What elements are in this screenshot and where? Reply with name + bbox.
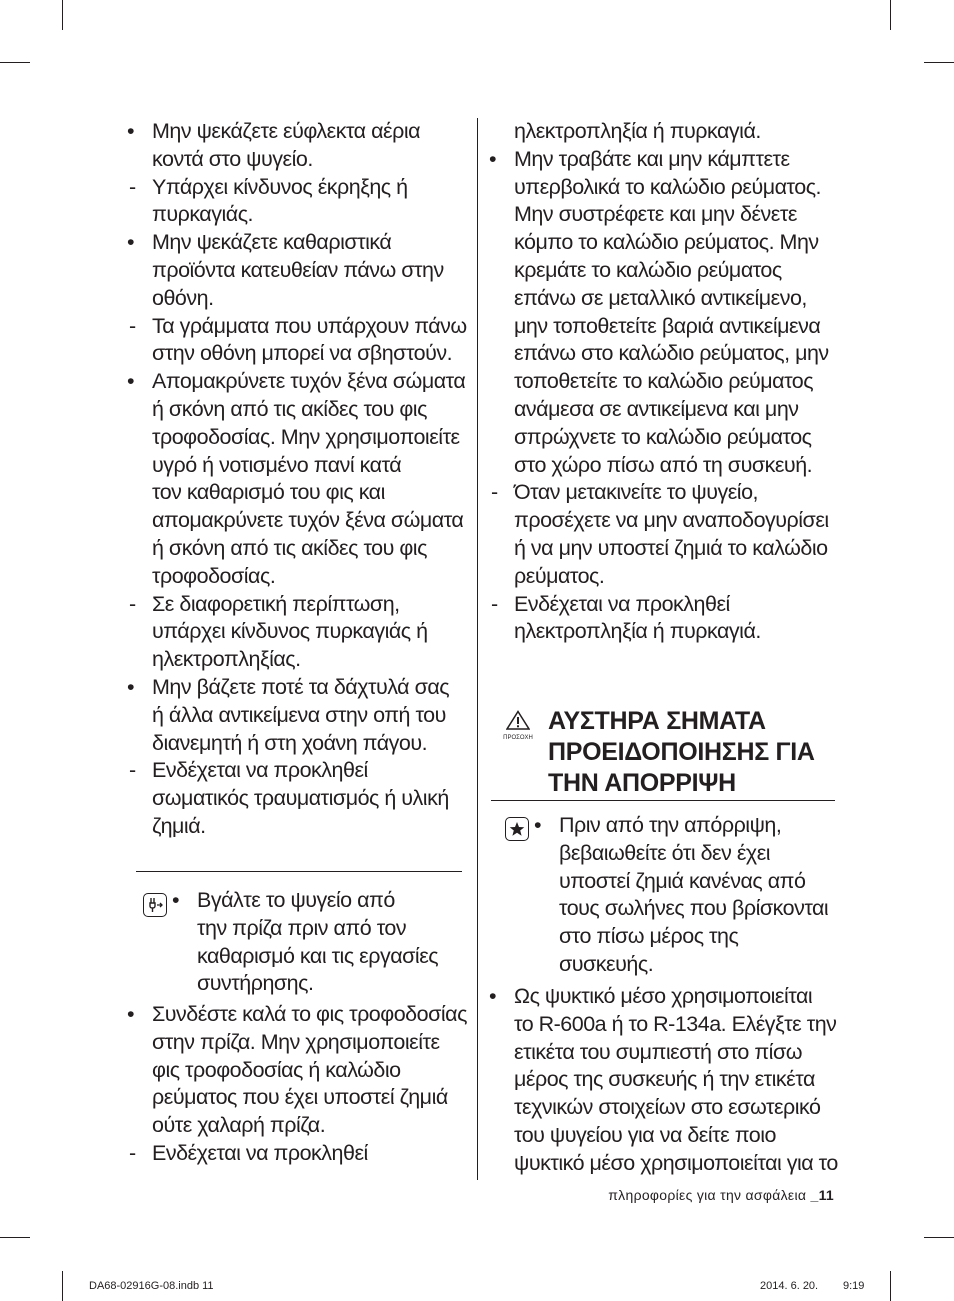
disposal-note (534, 812, 839, 979)
bullet-mark: • (489, 146, 497, 171)
text-line: υπάρχει κίνδυνος πυρκαγιάς ή (152, 619, 428, 644)
heading-line: ΑΥΣΤΗΡΑ ΣΗΜΑΤΑ (548, 707, 766, 735)
dash-mark: - (129, 174, 136, 199)
text-line: στην πρίζα. Μην χρησιμοποιείτε (152, 1029, 440, 1054)
crop-mark (62, 1271, 63, 1301)
bullet-item (127, 368, 472, 590)
bullet-mark: • (127, 1002, 135, 1026)
dash-mark: - (491, 480, 498, 505)
left-divider (136, 871, 462, 872)
text-line: το R-600a ή το R-134a. Ελέγξτε την (514, 1011, 837, 1036)
print-time: 9:19 (843, 1280, 865, 1292)
text-line: Μην τραβάτε και μην κάμπτετε (514, 146, 790, 171)
bullet-item (489, 146, 844, 480)
bullet-mark: • (127, 230, 135, 255)
warning-triangle-icon (506, 710, 530, 730)
text-line: Συνδέστε καλά το φις τροφοδοσίας (152, 1002, 467, 1026)
left-column-lower (127, 1001, 472, 1168)
dash-mark: - (129, 313, 136, 338)
text-line: κοντά στο ψυγείο. (152, 146, 313, 171)
dash-item (129, 313, 472, 369)
text-line: Ενδέχεται να προκληθεί (514, 591, 730, 616)
text-line: οθόνη. (152, 285, 214, 310)
text-line: ρεύματος. (514, 563, 605, 588)
star-icon (505, 817, 529, 841)
dash-mark: - (129, 1140, 136, 1165)
text-line: τεχνικών στοιχείων στο εσωτερικό (514, 1095, 821, 1120)
text-line: τους σωλήνες που βρίσκονται (559, 896, 829, 921)
text-line: βεβαιωθείτε ότι δεν έχει (559, 840, 771, 865)
text-line: ρεύματος που έχει υποστεί ζημιά (152, 1085, 448, 1110)
bullet-item (127, 1001, 472, 1140)
disposal-warning-heading (548, 706, 838, 799)
text-line: τον καθαρισμό του φις και (152, 480, 385, 505)
continued-text (514, 118, 844, 146)
text-line: στο πίσω μέρος της (559, 924, 739, 949)
text-line: του ψυγείου για να δείτε ποιο (514, 1122, 776, 1147)
text-line: τοποθετείτε το καλώδιο ρεύματος (514, 369, 814, 394)
dash-item (129, 591, 472, 674)
bullet-mark: • (534, 813, 542, 837)
bullet-item (534, 812, 839, 979)
text-line: μέρος της συσκευής ή την ετικέτα (514, 1067, 815, 1092)
text-line: συντήρησης. (197, 971, 314, 996)
right-column-lower (489, 983, 844, 1178)
dash-mark: - (129, 591, 136, 616)
text-line: Μην ψεκάζετε εύφλεκτα αέρια (152, 119, 421, 143)
right-column-upper (489, 118, 844, 646)
crop-mark (890, 1271, 891, 1301)
dash-item (129, 174, 472, 230)
dash-item (491, 591, 844, 647)
text-line: Υπάρχει κίνδυνος έκρηξης ή (152, 174, 408, 199)
column-divider (477, 118, 478, 1180)
text-line: προσέχετε να μην αναποδογυρίσει (514, 508, 829, 533)
text-line: υποστεί ζημιά κανένας από (559, 868, 806, 893)
page-label (608, 1186, 834, 1204)
text-line: ηλεκτροπληξία ή πυρκαγιά. (514, 119, 761, 143)
dash-item (491, 479, 844, 590)
bullet-item (127, 674, 472, 757)
unplug-icon (143, 893, 167, 917)
file-name: DA68-02916G-08.indb 11 (89, 1280, 214, 1292)
text-line: Μην συστρέφετε και μην δένετε (514, 202, 797, 227)
text-line: ή σκόνη από τις ακίδες του φις (152, 535, 427, 560)
dash-mark: - (129, 758, 136, 783)
text-line: στην οθόνη μπορεί να σβηστούν. (152, 341, 453, 366)
crop-mark (924, 1237, 954, 1238)
bullet-mark: • (172, 888, 180, 912)
bullet-item (489, 983, 844, 1178)
text-line: φις τροφοδοσίας ή καλώδιο (152, 1057, 401, 1082)
text-line: Τα γράμματα που υπάρχουν πάνω (152, 313, 467, 338)
heading-line: ΤΗΝ ΑΠΟΡΡΙΨΗ (548, 769, 736, 797)
text-line: ή άλλα αντικείμενα στην οπή του (152, 702, 446, 727)
heading-underline (491, 800, 835, 801)
text-line: ηλεκτροπληξία ή πυρκαγιά. (514, 619, 761, 644)
bullet-mark: • (489, 984, 497, 1008)
bullet-item (172, 887, 467, 998)
dash-item (129, 1140, 472, 1168)
text-line: Πριν από την απόρριψη, (559, 813, 782, 837)
text-line: υπερβολικά το καλώδιο ρεύματος. (514, 174, 822, 199)
crop-mark (62, 0, 63, 30)
text-line: Ενδέχεται να προκληθεί (152, 1140, 368, 1165)
crop-mark (0, 1237, 30, 1238)
text-line: πυρκαγιάς. (152, 202, 254, 227)
text-line: την πρίζα πριν από τον (197, 915, 407, 940)
bullet-item (127, 229, 472, 312)
text-line: ψυκτικό μέσο χρησιμοποιείται για το (514, 1150, 838, 1175)
text-line: σωματικός τραυματισμός ή υλική (152, 786, 449, 811)
text-line: Μην βάζετε ποτέ τα δάχτυλά σας (152, 674, 450, 699)
text-line: ή να μην υποστεί ζημιά το καλώδιο (514, 535, 828, 560)
crop-mark (0, 62, 30, 63)
text-line: Απομακρύνετε τυχόν ξένα σώματα (152, 369, 466, 394)
warning-caption: ΠΡΟΣΟΧΗ (503, 735, 533, 741)
heading-line: ΠΡΟΕΙΔΟΠΟΙΗΣΗΣ ΓΙΑ (548, 738, 815, 766)
text-line: ηλεκτροπληξίας. (152, 647, 301, 672)
crop-mark (890, 0, 891, 30)
text-line: απομακρύνετε τυχόν ξένα σώματα (152, 508, 464, 533)
crop-mark (924, 62, 954, 63)
text-line: επάνω στο καλώδιο ρεύματος, μην (514, 341, 829, 366)
bullet-mark: • (127, 119, 135, 143)
text-line: κόμπο το καλώδιο ρεύματος. Μην (514, 230, 819, 255)
text-line: ανάμεσα σε αντικείμενα και μην (514, 396, 799, 421)
page-number: _11 (810, 1187, 834, 1203)
text-line: ζημιά. (152, 813, 206, 838)
text-line: στο χώρο πίσω από τη συσκευή. (514, 452, 813, 477)
text-line: κρεμάτε το καλώδιο ρεύματος (514, 257, 782, 282)
bullet-item (127, 118, 472, 174)
text-line: τροφοδοσίας. (152, 563, 276, 588)
text-line: Σε διαφορετική περίπτωση, (152, 591, 400, 616)
print-date: 2014. 6. 20. (760, 1280, 819, 1292)
text-line: σπρώχνετε το καλώδιο ρεύματος (514, 424, 812, 449)
text-line: ούτε χαλαρή πρίζα. (152, 1113, 326, 1138)
text-line: ετικέτα του συμπιεστή στο πίσω (514, 1039, 803, 1064)
text-line: μην τοποθετείτε βαριά αντικείμενα (514, 313, 821, 338)
dash-item (129, 757, 472, 840)
dash-mark: - (491, 591, 498, 616)
text-line: διανεμητή ή στη χοάνη πάγου. (152, 730, 428, 755)
unplug-note (172, 887, 467, 998)
text-line: Ενδέχεται να προκληθεί (152, 758, 368, 783)
text-line: συσκευής. (559, 951, 654, 976)
text-line: Ως ψυκτικό μέσο χρησιμοποιείται (514, 984, 813, 1008)
bullet-mark: • (127, 369, 135, 394)
text-line: υγρό ή νοτισμένο πανί κατά (152, 452, 402, 477)
text-line: Όταν μετακινείτε το ψυγείο, (514, 480, 759, 505)
text-line: ή σκόνη από τις ακίδες του φις (152, 396, 427, 421)
text-line: προϊόντα κατευθείαν πάνω στην (152, 257, 444, 282)
bullet-mark: • (127, 674, 135, 699)
left-column-upper (127, 118, 472, 841)
warning-block (503, 710, 533, 742)
text-line: Μην ψεκάζετε καθαριστικά (152, 230, 392, 255)
section-name: πληροφορίες για την ασφάλεια (608, 1187, 807, 1203)
text-line: καθαρισμό και τις εργασίες (197, 943, 439, 968)
text-line: τροφοδοσίας. Μην χρησιμοποιείτε (152, 424, 460, 449)
text-line: επάνω σε μεταλλικό αντικείμενο, (514, 285, 807, 310)
text-line: Βγάλτε το ψυγείο από (197, 888, 395, 912)
